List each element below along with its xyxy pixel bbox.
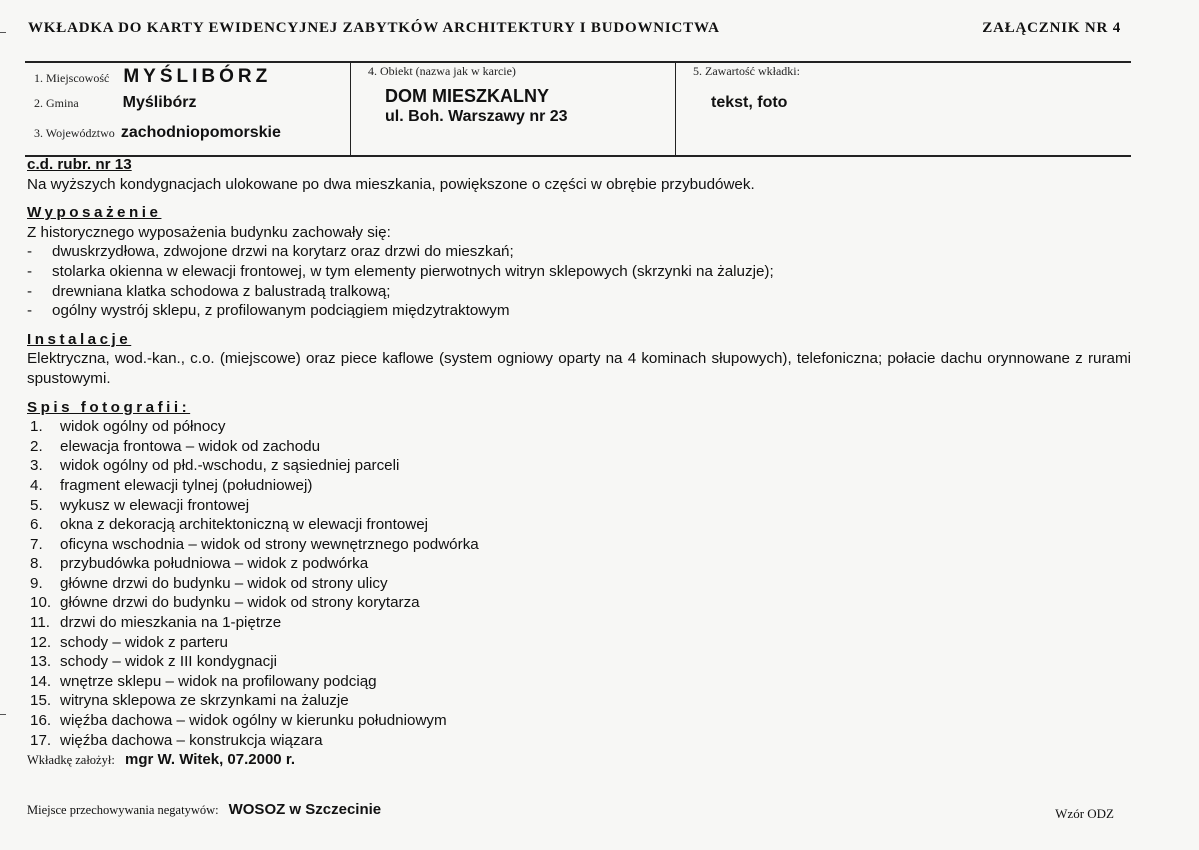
template-code: Wzór ODZ	[1055, 806, 1114, 821]
photo-number: 15.	[30, 692, 52, 710]
photo-caption: wykusz w elewacji frontowej	[60, 496, 250, 514]
locality-value: MYŚLIBÓRZ	[123, 66, 272, 87]
equipment-item: dwuskrzydłowa, zdwojone drzwi na korytarz oraz drzwi do mieszkań;	[52, 243, 514, 261]
negatives-label: Miejsce przechowywania negatywów:	[27, 803, 219, 817]
photo-number: 3.	[30, 457, 43, 475]
photo-caption: drzwi do mieszkania na 1-piętrze	[60, 614, 282, 632]
list-item: - ogólny wystrój sklepu, z profilowanym podciągiem międzytraktowym	[27, 302, 510, 320]
photo-number: 5.	[30, 496, 43, 514]
locality-label: 1. Miejscowość	[34, 71, 110, 85]
list-item: - drewniana klatka schodowa z balustradą tralkową;	[27, 282, 391, 300]
installations-text: Elektryczna, wod.-kan., c.o. (miejscowe) oraz piece kaflowe (system ogniowy oparty na 4 kominach słupowych), telefoniczna; połacie dachu orynnowane z rurami spustowymi.	[27, 350, 1131, 387]
list-item: - stolarka okienna w elewacji frontowej, w tym elementy pierwotnych witryn sklepowych (skrzynki na żaluzje);	[27, 262, 774, 280]
annex-number: ZAŁĄCZNIK NR 4	[982, 20, 1121, 36]
photo-number: 16.	[30, 712, 52, 730]
photo-number: 14.	[30, 672, 52, 690]
content-value: tekst, foto	[711, 94, 788, 111]
photo-caption: widok ogólny od północy	[60, 418, 226, 436]
created-value: mgr W. Witek, 07.2000 r.	[125, 751, 295, 769]
photo-caption: oficyna wschodnia – widok od strony wewnętrznego podwórka	[60, 535, 479, 553]
photo-caption: główne drzwi do budynku – widok od strony korytarza	[60, 594, 420, 612]
photo-list-item	[27, 593, 1137, 613]
photo-list-item	[27, 456, 1137, 476]
photo-caption: więźba dachowa – konstrukcja wiązara	[60, 731, 323, 749]
voivodeship-field	[34, 124, 281, 142]
photo-number: 10.	[30, 594, 52, 612]
photo-list-item	[27, 652, 1137, 672]
photo-list-item	[27, 417, 1137, 437]
equipment-item: drewniana klatka schodowa z balustradą tralkową;	[52, 282, 391, 300]
voivodeship-value: zachodniopomorskie	[120, 124, 281, 141]
equipment-item: ogólny wystrój sklepu, z profilowanym podciągiem międzytraktowym	[52, 302, 510, 320]
photo-number: 6.	[30, 516, 43, 534]
photo-list-item	[27, 691, 1137, 711]
commune-value: Myślibórz	[122, 94, 197, 111]
object-label: 4. Obiekt (nazwa jak w karcie)	[368, 64, 516, 78]
photo-number: 13.	[30, 653, 52, 671]
photo-list-item	[27, 574, 1137, 594]
photo-caption: schody – widok z III kondygnacji	[60, 653, 277, 671]
photo-number: 11.	[30, 614, 50, 632]
voivodeship-label: 3. Województwo	[34, 126, 115, 140]
photo-number: 7.	[30, 535, 43, 553]
negatives-storage	[27, 801, 381, 819]
object-name: DOM MIESZKALNY	[385, 86, 549, 106]
continuation-heading: c.d. rubr. nr 13	[27, 156, 132, 173]
photo-caption: witryna sklepowa ze skrzynkami na żaluzje	[60, 692, 349, 710]
margin-mark	[0, 714, 6, 715]
content-label: 5. Zawartość wkładki:	[693, 64, 800, 78]
photo-list-item	[27, 633, 1137, 653]
photo-list-item	[27, 496, 1137, 516]
equipment-item: stolarka okienna w elewacji frontowej, w tym elementy pierwotnych witryn sklepowych (skrzynki na żaluzje);	[52, 262, 774, 280]
photo-list-item	[27, 515, 1137, 535]
photo-caption: więźba dachowa – widok ogólny w kierunku południowym	[60, 712, 447, 730]
photo-list-item	[27, 613, 1137, 633]
photo-number: 4.	[30, 476, 43, 494]
photo-caption: okna z dekoracją architektoniczną w elewacji frontowej	[60, 516, 429, 534]
photo-caption: elewacja frontowa – widok od zachodu	[60, 437, 321, 455]
document-body	[27, 155, 1137, 771]
photo-number: 9.	[30, 574, 43, 592]
photos-heading: Spis fotografii:	[27, 398, 191, 416]
created-label: Wkładkę założył:	[27, 753, 115, 768]
photo-list-item	[27, 437, 1137, 457]
photo-list-item	[27, 476, 1137, 496]
form-divider-1	[350, 62, 351, 155]
photo-number: 2.	[30, 437, 43, 455]
equipment-intro: Z historycznego wyposażenia budynku zachowały się:	[27, 223, 391, 241]
photo-list-item	[27, 711, 1137, 731]
continuation-text: Na wyższych kondygnacjach ulokowane po dwa mieszkania, powiększone o części w obrębie przybudówek.	[27, 175, 755, 193]
photo-list-item	[27, 731, 1137, 751]
locality-field	[34, 66, 271, 88]
photo-list-item	[27, 554, 1137, 574]
commune-field	[34, 94, 196, 112]
photo-number: 17.	[30, 731, 52, 749]
list-item: - dwuskrzydłowa, zdwojone drzwi na korytarz oraz drzwi do mieszkań;	[27, 243, 514, 261]
margin-mark	[0, 32, 6, 33]
commune-label: 2. Gmina	[34, 96, 79, 110]
photo-caption: widok ogólny od płd.-wschodu, z sąsiedniej parceli	[60, 457, 400, 475]
negatives-value: WOSOZ w Szczecinie	[228, 801, 382, 818]
photo-caption: schody – widok z parteru	[60, 633, 228, 651]
photo-caption: wnętrze sklepu – widok na profilowany podciąg	[60, 672, 377, 690]
photo-list-item	[27, 535, 1137, 555]
photo-number: 8.	[30, 555, 43, 573]
object-address: ul. Boh. Warszawy nr 23	[385, 108, 568, 125]
installations-heading: Instalacje	[27, 330, 132, 348]
document-title: WKŁADKA DO KARTY EWIDENCYJNEJ ZABYTKÓW ARCHITEKTURY I BUDOWNICTWA	[28, 20, 720, 36]
form-top-rule	[25, 61, 1131, 63]
photo-list-item	[27, 672, 1137, 692]
created-by	[27, 750, 1137, 771]
equipment-heading: Wyposażenie	[27, 204, 162, 222]
photo-number: 1.	[30, 418, 43, 436]
photo-caption: przybudówka południowa – widok z podwórka	[60, 555, 369, 573]
photo-caption: fragment elewacji tylnej (południowej)	[60, 476, 313, 494]
photo-number: 12.	[30, 633, 52, 651]
photo-caption: główne drzwi do budynku – widok od strony ulicy	[60, 574, 388, 592]
form-divider-2	[675, 62, 676, 155]
